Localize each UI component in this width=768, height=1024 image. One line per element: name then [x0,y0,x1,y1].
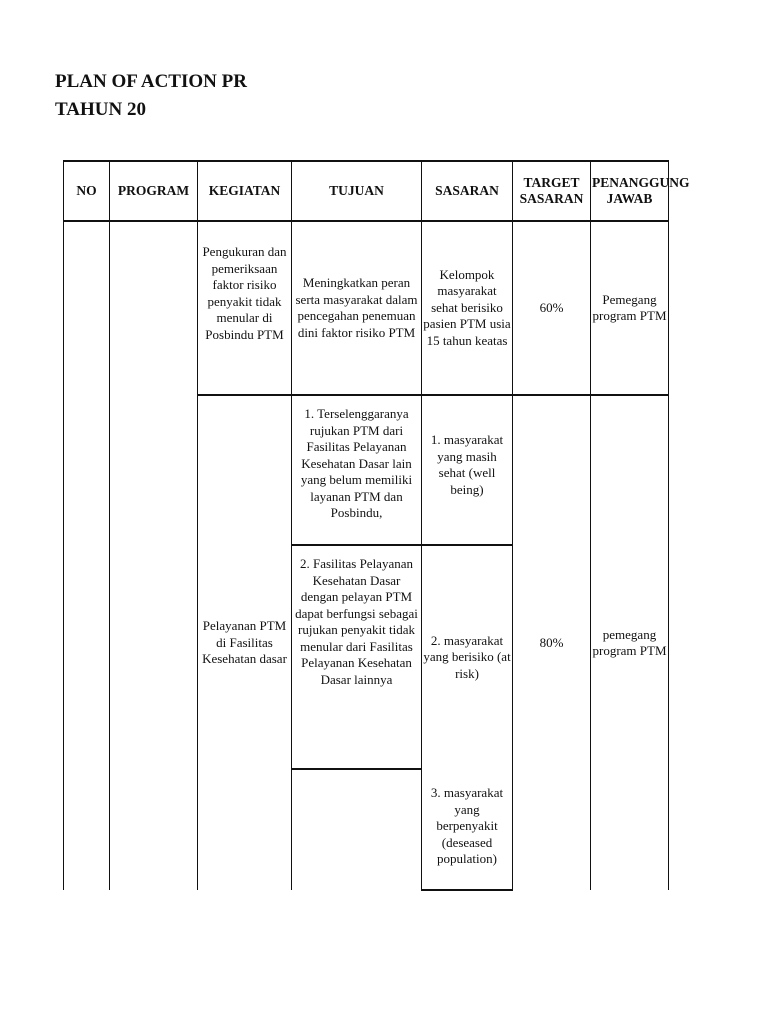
table-header-row [64,161,669,221]
cell-tujuan-2a: 1. Terselenggaranya rujukan PTM dari Fasilitas Pelayanan Kesehatan Dasar lain yang belum memiliki layanan PTM dan Posbindu, [292,395,422,545]
cell-kegiatan-2: Pelayanan PTM di Fasilitas Kesehatan dasar [198,395,292,890]
cell-tujuan-1: Meningkatkan peran serta masyarakat dalam pencegahan penemuan dini faktor risiko PTM [292,221,422,395]
cell-program [110,221,198,890]
plan-of-action-table [63,160,690,891]
header-program: PROGRAM [110,161,198,221]
document-title-line1: PLAN OF ACTION PR [55,71,247,92]
cell-kegiatan-1: Pengukuran dan pemeriksaan faktor risiko penyakit tidak menular di Posbindu PTM [198,221,292,395]
cell-sasaran-1: Kelompok masyarakat sehat berisiko pasien PTM usia 15 tahun keatas [422,221,513,395]
cell-sasaran-2c: 3. masyarakat yang berpenyakit (deseased population) [422,769,513,890]
cell-pj-2: pemegang program PTM [591,395,669,890]
cell-no [64,221,110,890]
header-kegiatan: KEGIATAN [198,161,292,221]
table-row [64,221,669,395]
header-sasaran: SASARAN [422,161,513,221]
cell-tujuan-2b: 2. Fasilitas Pelayanan Kesehatan Dasar dengan pelayan PTM dapat berfungsi sebagai rujukan penyakit tidak menular dari Fasilitas Pelayanan Kesehatan Dasar lainnya [292,545,422,769]
cell-target-1: 60% [513,221,591,395]
document-title-line2: TAHUN 20 [55,99,146,120]
header-no: NO [64,161,110,221]
cell-sasaran-2a: 1. masyarakat yang masih sehat (well being) [422,395,513,545]
cell-tujuan-2c [292,769,422,890]
cell-sasaran-2b: 2. masyarakat yang berisiko (at risk) [422,545,513,769]
header-tujuan: TUJUAN [292,161,422,221]
cell-pj-1: Pemegang program PTM [591,221,669,395]
header-penanggung-jawab: PENANGGUNG JAWAB [591,161,669,221]
cell-target-2: 80% [513,395,591,890]
header-target-sasaran: TARGET SASARAN [513,161,591,221]
